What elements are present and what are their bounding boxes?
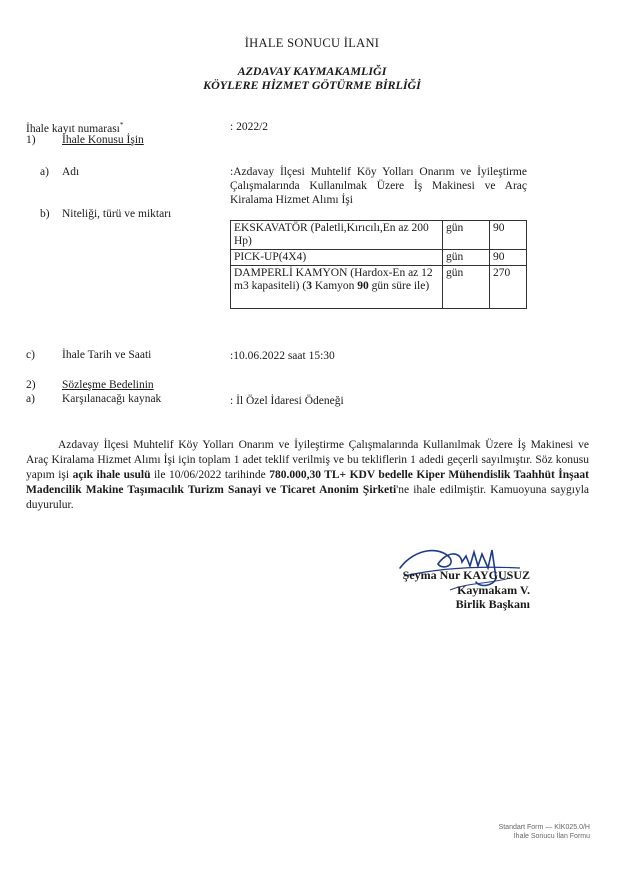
item-c-number: c) xyxy=(26,349,35,361)
item-qty: 90 xyxy=(490,250,527,266)
award-details: 780.000,30 TL+ KDV bedelle Kiper Mühendislik Taahhüt İnşaat Madencilik Makine Taşımacılık Turizm Sanayi ve Ticaret Anonim Şirketi xyxy=(26,469,589,496)
form-footer xyxy=(440,823,590,841)
item-a-value: :Azdavay İlçesi Muhtelif Köy Yolları Onarım ve İyileştirme Çalışmalarında Kullanılmak Üzere İş Makinesi ve Araç Kiralama Hizmet Alımı İşi xyxy=(230,166,527,206)
item-unit: gün xyxy=(443,250,490,266)
table-row xyxy=(231,250,527,266)
section-1-number: 1) xyxy=(26,134,36,146)
item-a-label: Adı xyxy=(62,166,80,178)
org-line-1: AZDAVAY KAYMAKAMLIĞI xyxy=(237,64,387,78)
item-a2-label: Karşılanacağı kaynak xyxy=(62,393,162,405)
item-unit: gün xyxy=(443,221,490,250)
table-row xyxy=(231,266,527,309)
announcement-paragraph: Azdavay İlçesi Muhtelif Köy Yolları Onarım ve İyileştirme Çalışmalarında Kullanılmak Üzere İş Makinesi ve Araç Kiralama Hizmet Alımı İşi için toplam 1 adet teklif verilmiş ve bu tekliflerin 1 adedi geçerli sayılmıştır. Söz konusu yapım işi açık ihale usulü ile 10/06/2022 tarihinde 780.000,30 TL+ KDV bedelle Kiper Mühendislik Taahhüt İnşaat Madencilik Makine Taşımacılık Turizm Sanayi ve Ticaret Anonim Şirketi'ne ihale edilmiştir. Kamuoyuna saygıyla duyurulur. xyxy=(26,439,589,511)
kayit-footnote-mark: * xyxy=(119,121,124,129)
signatory-name: Şeyma Nur KAYGUSUZ xyxy=(402,568,530,582)
kayit-value: : 2022/2 xyxy=(230,121,269,133)
org-line-2: KÖYLERE HİZMET GÖTÜRME BİRLİĞİ xyxy=(203,78,421,92)
signatory-title: Kaymakam V. xyxy=(457,582,530,597)
table-row xyxy=(231,221,527,250)
item-a2-value: : İl Özel İdaresi Ödeneği xyxy=(230,395,344,407)
signature-block xyxy=(392,568,530,612)
section-2-number: 2) xyxy=(26,379,36,391)
item-name: DAMPERLİ KAMYON (Hardox-En az 12 m3 kapasiteli) (3 Kamyon 90 gün süre ile) xyxy=(231,266,443,309)
item-a2-number: a) xyxy=(26,393,35,405)
item-c-value: :10.06.2022 saat 15:30 xyxy=(230,350,335,362)
item-b-label: Niteliği, türü ve miktarı xyxy=(62,208,172,220)
footer-line-2: İhale Sonucu İlan Formu xyxy=(513,833,590,840)
kayit-label: İhale kayıt numarası* xyxy=(26,121,124,135)
item-unit: gün xyxy=(443,266,490,309)
item-qty: 270 xyxy=(490,266,527,309)
item-name: PICK-UP(4X4) xyxy=(231,250,443,266)
procedure-type: açık ihale usulü xyxy=(72,469,151,481)
section-1-label: İhale Konusu İşin xyxy=(62,134,144,146)
item-b-number: b) xyxy=(40,208,50,220)
footer-line-1: Standart Form — KİK025.0/H xyxy=(498,824,590,831)
signatory-role: Birlik Başkanı xyxy=(455,597,530,611)
item-c-label: İhale Tarih ve Saati xyxy=(62,349,152,361)
item-qty: 90 xyxy=(490,221,527,250)
items-table xyxy=(230,220,527,309)
organization-name xyxy=(0,64,624,92)
item-name: EKSKAVATÖR (Paletli,Kırıcılı,En az 200 Hp) xyxy=(231,221,443,250)
item-a-number: a) xyxy=(40,166,49,178)
section-2-label: Sözleşme Bedelinin xyxy=(62,379,154,391)
document-title: İHALE SONUCU İLANI xyxy=(244,36,380,50)
